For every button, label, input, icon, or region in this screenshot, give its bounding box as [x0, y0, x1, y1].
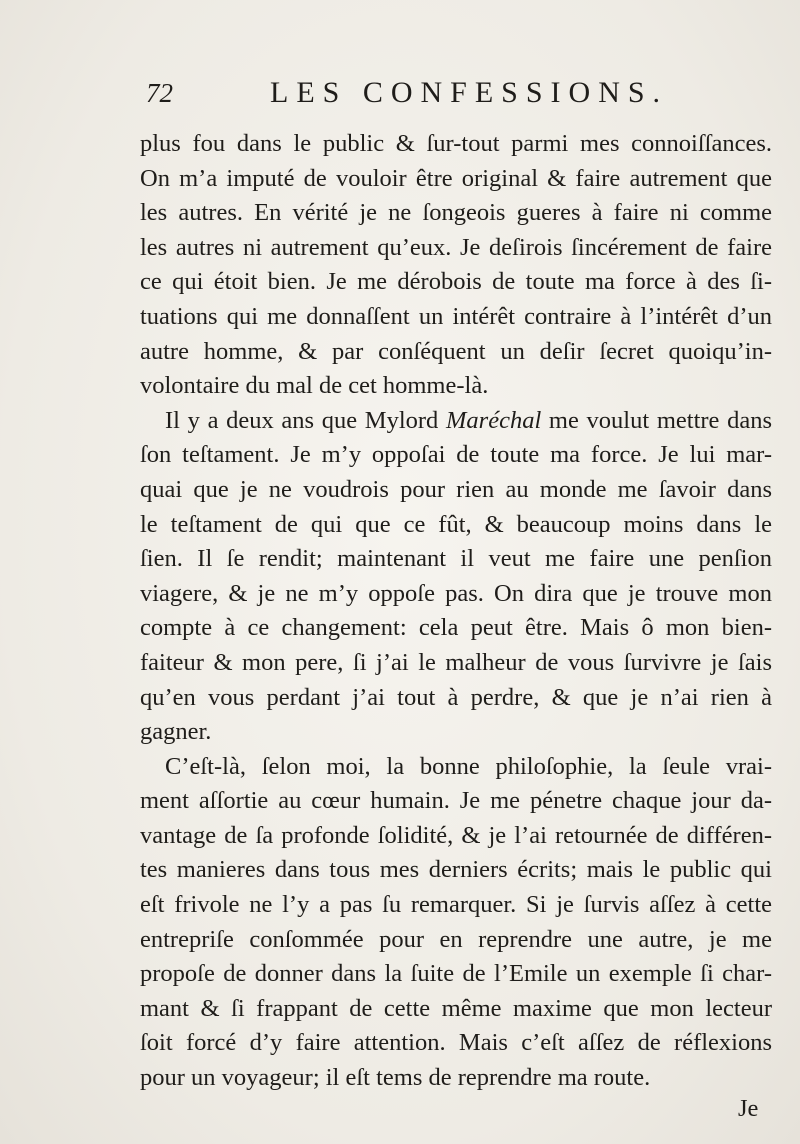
text-line: ſon teſtament. Je m’y oppoſai de toute ma force. Je lui mar- [140, 441, 772, 469]
text-fragment: me voulut mettre dans [541, 406, 772, 434]
text-line: ment aſſortie au cœur humain. Je me pénetre chaque jour da- [140, 787, 772, 815]
running-title: LES CONFESSIONS. [270, 76, 669, 109]
text-line: vantage de ſa profonde ſolidité, & je l’ai retournée de différen- [140, 821, 772, 849]
text-line: faiteur & mon pere, ſi j’ai le malheur de vous ſurvivre je ſais [140, 648, 772, 676]
text-line: le teſtament de qui que ce fût, & beaucoup moins dans le [140, 510, 772, 538]
text-line: les autres. En vérité je ne ſongeois gueres à faire ni comme [140, 199, 772, 227]
text-fragment: Il y a deux ans que Mylord [165, 406, 446, 434]
text-line: compte à ce changement: cela peut être. Mais ô mon bien- [140, 614, 772, 642]
text-line: ſien. Il ſe rendit; maintenant il veut me faire une penſion [140, 545, 772, 573]
text-line: propoſe de donner dans la ſuite de l’Emile un exemple ſi char- [140, 960, 772, 988]
text-line: On m’a imputé de vouloir être original & faire autrement que [140, 164, 772, 192]
body-text [140, 127, 772, 1096]
text-line: tes manieres dans tous mes derniers écrits; mais le public qui [140, 856, 772, 884]
text-line: pour un voyageur; il eſt tems de reprendre ma route. [140, 1064, 651, 1092]
text-line: qu’en vous perdant j’ai tout à perdre, & que je n’ai rien à [140, 683, 772, 711]
text-line: tuations qui me donnaſſent un intérêt contraire à l’intérêt d’un [140, 302, 772, 330]
text-line: volontaire du mal de cet homme-là. [140, 372, 489, 400]
text-line: autre homme, & par conſéquent un deſir ſecret quoiqu’in- [140, 337, 772, 365]
text-line: ce qui étoit bien. Je me dérobois de toute ma force à des ſi- [140, 268, 772, 296]
text-line: plus fou dans le public & ſur-tout parmi mes connoiſſances. [140, 130, 772, 157]
person-name: Maréchal [446, 406, 542, 434]
page-number: 72 [146, 78, 173, 108]
text-line: C’eſt-là, ſelon moi, la bonne philoſophie, la ſeule vrai- [165, 752, 772, 780]
text-line: gagner. [140, 718, 212, 746]
text-line: viagere, & je ne m’y oppoſe pas. On dira que je trouve mon [140, 579, 772, 607]
text-line: les autres ni autrement qu’eux. Je deſirois ſincérement de faire [140, 233, 772, 261]
catchword: Je [738, 1095, 759, 1122]
text-line: mant & ſi frappant de cette même maxime que mon lecteur [140, 994, 772, 1022]
text-line: entrepriſe conſommée pour en reprendre une autre, je me [140, 925, 772, 953]
text-line: quai que je ne voudrois pour rien au monde me ſavoir dans [140, 475, 772, 503]
text-line: ſoit forcé d’y faire attention. Mais c’eſt aſſez de réflexions [140, 1029, 772, 1057]
text-line: eſt frivole ne l’y a pas ſu remarquer. Si je ſurvis aſſez à cette [140, 891, 772, 919]
text-line [140, 404, 772, 439]
page-header [140, 72, 670, 118]
